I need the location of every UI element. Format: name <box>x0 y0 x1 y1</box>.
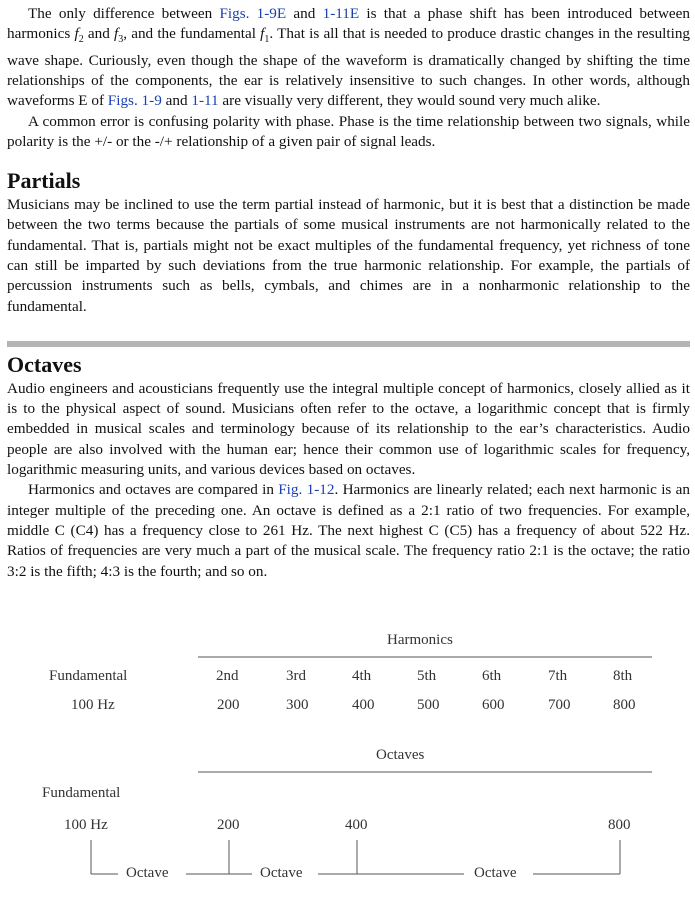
octave-brackets <box>91 840 620 874</box>
heading-partials: Partials <box>7 168 81 194</box>
harmonic-value: 300 <box>286 697 309 713</box>
octaves-title: Octaves <box>376 747 425 763</box>
harmonic-value: 500 <box>417 697 440 713</box>
paragraph-phase-shift: The only difference between Figs. 1-9E and 1-11E is that a phase shift has been introduced between harmonics $f_2$ and $f_3$, and the fundamental $f_1$. That is all that is needed to produce drastic changes in the resulting wave shape. Curiously, even though the shape of the waveform is dramatically changed by shifting the time relationships of the components, the ear is relatively insensitive to such changes. In other words, although waveforms E of Figs. 1-9 and 1-11 are visually very different, they would sound very much alike. <box>7 5 691 110</box>
paragraph-octaves-1: Audio engineers and acousticians frequently use the integral multiple concept of harmonics, closely allied as it is to the physical aspect of sound. Musicians often refer to the octave, a logarithmic concept that is firmly embedded in musical scales and terminology because of its relationship to the ear’s characteristics. Audio people are also involved with the human ear; hence their common use of logarithmic scales for frequency, logarithmic measuring units, and various devices based on octaves. <box>7 379 690 479</box>
harmonics-title: Harmonics <box>387 632 453 648</box>
figure-harmonics-octaves <box>0 628 695 900</box>
octave-label: Octave <box>260 865 303 881</box>
paragraph-octaves-2: Harmonics and octaves are compared in Fig. 1-12. Harmonics are linearly related; each next harmonic is an integer multiple of the preceding one. An octave is defined as a 2:1 ratio of two frequencies. For example, middle C (C4) has a frequency close to 261 Hz. The next highest C (C5) has a frequency of about 522 Hz. Ratios of frequencies are very much a part of the musical scale. The frequency ratio 2:1 is the octave; the ratio 3:2 is the fifth; 4:3 is the fourth; and so on. <box>7 481 690 580</box>
harmonic-label: 4th <box>352 668 372 684</box>
link-fig-1-12[interactable]: Fig. 1-12 <box>278 481 335 499</box>
paragraph-polarity: A common error is confusing polarity with phase. Phase is the time relationship between two signals, while polarity is the +/- or the -/+ relationship of a given pair of signal leads. <box>7 112 690 150</box>
octave-value: 200 <box>217 817 240 833</box>
octave-label: Octave <box>126 865 169 881</box>
link-1-11[interactable]: 1-11 <box>191 92 219 110</box>
document-page <box>7 4 690 582</box>
link-figs-1-9[interactable]: Figs. 1-9 <box>107 92 162 110</box>
harmonic-label: 5th <box>417 668 437 684</box>
harmonic-label: 3rd <box>286 668 306 684</box>
link-1-11e[interactable]: 1-11E <box>322 5 360 22</box>
octave-fundamental-value: 100 Hz <box>64 817 108 833</box>
harmonic-label: 6th <box>482 668 502 684</box>
harmonic-value: 700 <box>548 697 571 713</box>
fundamental-value: 100 Hz <box>71 697 115 713</box>
octave-value: 400 <box>345 817 368 833</box>
harmonic-label: 2nd <box>216 668 239 684</box>
harmonic-value: 800 <box>613 697 636 713</box>
octave-value: 800 <box>608 817 631 833</box>
harmonic-label: 7th <box>548 668 568 684</box>
harmonic-value: 600 <box>482 697 505 713</box>
harmonic-value: 400 <box>352 697 375 713</box>
fundamental-label: Fundamental <box>49 668 128 684</box>
octave-fundamental-label: Fundamental <box>42 785 121 801</box>
octave-label: Octave <box>474 865 517 881</box>
harmonic-value: 200 <box>217 697 240 713</box>
harmonic-label: 8th <box>613 668 633 684</box>
link-figs-1-9e[interactable]: Figs. 1-9E <box>219 5 287 22</box>
heading-octaves: Octaves <box>7 351 82 377</box>
paragraph-partials: Musicians may be inclined to use the term partial instead of harmonic, but it is best that a distinction be made between the two terms because the partials of some musical instruments are not harmonically related to the fundamental. That is, partials might not be exact multiples of the fundamental frequency, yet richness of tone can still be imparted by such deviations from the true harmonic relationship. For example, the partials of percussion instruments such as bells, cymbals, and chimes are in a nonharmonic relationship to the fundamental. <box>7 196 690 315</box>
